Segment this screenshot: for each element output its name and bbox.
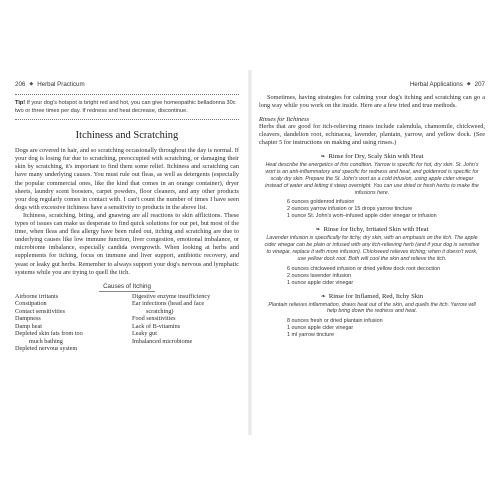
- left-page: [15, 78, 239, 433]
- right-page-number: 207: [474, 80, 485, 88]
- rinses-heading: Rinses for Itchiness: [259, 116, 310, 124]
- recipe: [259, 153, 485, 220]
- tip-top-rule: [15, 94, 239, 95]
- recipe-title-text: Rinse for Inflamed, Red, Itchy Skin: [328, 292, 424, 300]
- intro-paragraph: Sometimes, having strategies for calming your dog's itching and scratching can go a long way while you work on the inside. Here are a few tried and true methods.: [259, 94, 485, 110]
- cause-item: Digestive enzyme insufficiency: [132, 292, 211, 300]
- recipe-title: [259, 153, 485, 160]
- right-page: [259, 78, 485, 433]
- cause-item: Depleted nervous system: [15, 345, 78, 353]
- causes-column-left: [15, 293, 122, 353]
- recipe: [259, 293, 485, 340]
- cause-item: Airborne irritants: [15, 292, 59, 300]
- ingredient-item: 1 ml yarrow tincture: [287, 332, 335, 339]
- tip-box: [15, 100, 239, 115]
- recipe: [259, 226, 485, 286]
- recipe-title: [259, 293, 485, 300]
- cause-item: Constipation: [15, 300, 47, 308]
- cause-item: Ear infections (head and face: [132, 300, 205, 308]
- causes-list: [15, 293, 239, 353]
- causes-heading: Causes of Itching: [15, 283, 239, 290]
- tip-text: If your dog's hotspot is bright red and hot, you can give homeopathic belladonna 30c two or three times per day. If redness and heat decrease, discontinue.: [15, 100, 236, 114]
- ingredient-item: 6 ounces goldenrod infusion: [287, 199, 355, 206]
- tip-label: Tip!: [15, 100, 26, 106]
- recipes-container: [259, 153, 485, 339]
- diamond-icon: ◆: [466, 81, 471, 87]
- recipe-title-text: Rinse for Dry, Scaly Skin with Heat: [328, 153, 424, 161]
- right-running-head: [259, 78, 485, 90]
- ingredient-item: 2 ounces yarrow infusion or 15 drops yarrow tincture: [287, 206, 413, 213]
- cause-item: Imbalanced microbiome: [132, 337, 193, 345]
- ingredient-list: [259, 266, 485, 287]
- recipe-title: [259, 226, 485, 233]
- ingredient-item: 1 ounce apple cider vinegar: [287, 325, 354, 332]
- recipe-title-text: Rinse for Itchy, Irritated Skin with Heat: [323, 226, 429, 234]
- left-page-number: 206: [15, 80, 26, 88]
- cause-item: Food sensitivities: [132, 315, 176, 323]
- ingredient-item: 1 ounce St. John's wort–infused apple cider vinegar or infusion: [287, 213, 437, 220]
- recipe-description: Plantain relieves inflammation, draws heat out of the skin, and quells the itch. Yarrow will help bring down the redness and heat.: [268, 301, 476, 315]
- tip-bottom-rule: [15, 119, 239, 120]
- diamond-icon: ◆: [29, 81, 34, 87]
- ingredient-item: 1 ounce apple cider vinegar: [287, 279, 354, 286]
- cause-item: Contact sensitivities: [15, 307, 66, 315]
- cause-item: scratching): [146, 307, 174, 315]
- ingredient-item: 6 ounces chickweed infusion or dried yellow dock root decoction: [287, 265, 441, 272]
- left-running-head: [15, 78, 239, 90]
- causes-column-right: [132, 293, 239, 353]
- paragraph: Dogs are covered in hair, and so scratching occasionally throughout the day is normal. If your dog is losing fur due to scratching, preoccupied with scratching, or damaging their skin by scratching, it's important to find them some relief. Itchiness and scratching can have many underlying causes. You must rule out fleas, as well as detergents (especially the popular commercial ones, like the kind that comes in an orange container), dryer sheets, laundry scent boosters, carpet powders, floor cleaners, and any other products your dog regularly comes in contact with. I can't count the number of times I have seen dogs with excessive itchiness have a sensitivity to products in the above list.: [15, 147, 239, 211]
- cause-item: much bathing: [29, 337, 63, 345]
- paragraph: Itchiness, scratching, biting, and gnawing are all reactions to skin afflictions. These types of issues can make us desperate to find quick solutions for our pet, but most of the time, when fleas and flea allergy have been ruled out, itching and scratching are due to underlying causes like low immune function, liver congestion, emotional imbalance, or microbiome imbalance, especially candida overgrowth. When looking at herbs and supplements for itching, focus on immune and liver support, antibiotic recovery, and yeast or leaky gut herbs. Remember to always support your dog's nervous and lymphatic systems while you are trying to quell the itch.: [15, 211, 239, 276]
- ingredient-item: 8 ounces fresh or dried plantain infusion: [287, 318, 383, 325]
- ingredient-list: [259, 318, 485, 339]
- left-book-title: Herbal Practicum: [37, 80, 85, 88]
- ingredient-list: [259, 199, 485, 220]
- ingredient-item: 2 ounces lavender infusion: [287, 272, 352, 279]
- rinses-text: Herbs that are good for itch-relieving rinses include calendula, chamomile, chickweed, cleavers, dandelion root, echinacea, lavender, plantain, yarrow, and yellow dock. (See chapter 5 for instructions on making and using rinses.): [259, 123, 485, 147]
- section-title: Itchiness and Scratching: [75, 130, 179, 142]
- herb-leaf-icon: ❧: [320, 153, 326, 161]
- recipe-description: Heat describe the energetics of this condition. Yarrow is specific for hot, dry skin. St. John's wort is an anti-inflammatory and specific for redness and heat, and goldenrod is specific for scaly dry skin. Prepare the St. John's wort as a cold infusion, using apple cider vinegar instead of water and letting it steep overnight. You can use dried or fresh herbs to make the infusions here.: [265, 162, 479, 196]
- cause-item: Leaky gut: [132, 330, 157, 338]
- book-gutter: [248, 70, 252, 435]
- herb-leaf-icon: ❧: [320, 292, 326, 300]
- left-body: [15, 147, 239, 277]
- right-chapter-title: Herbal Applications: [409, 80, 463, 88]
- cause-item: Damp heat: [15, 322, 42, 330]
- cause-item: Depleted skin fats from too: [15, 330, 83, 338]
- recipe-description: Lavender infusion is specifically for itchy, dry skin, with an emphasis on the itch. The apple cider vinegar can be plain or infused with any itch-relieving herb (and if your dog is sensitive to vinegar, replace it with more infusion). Chickweed relieves itching; when it doesn't work, use yellow dock root. Both will cool the skin and relieve the itch.: [264, 235, 480, 262]
- herb-leaf-icon: ❧: [315, 226, 321, 234]
- cause-item: Lack of B-vitamins: [132, 322, 181, 330]
- cause-item: Dampness: [15, 315, 41, 323]
